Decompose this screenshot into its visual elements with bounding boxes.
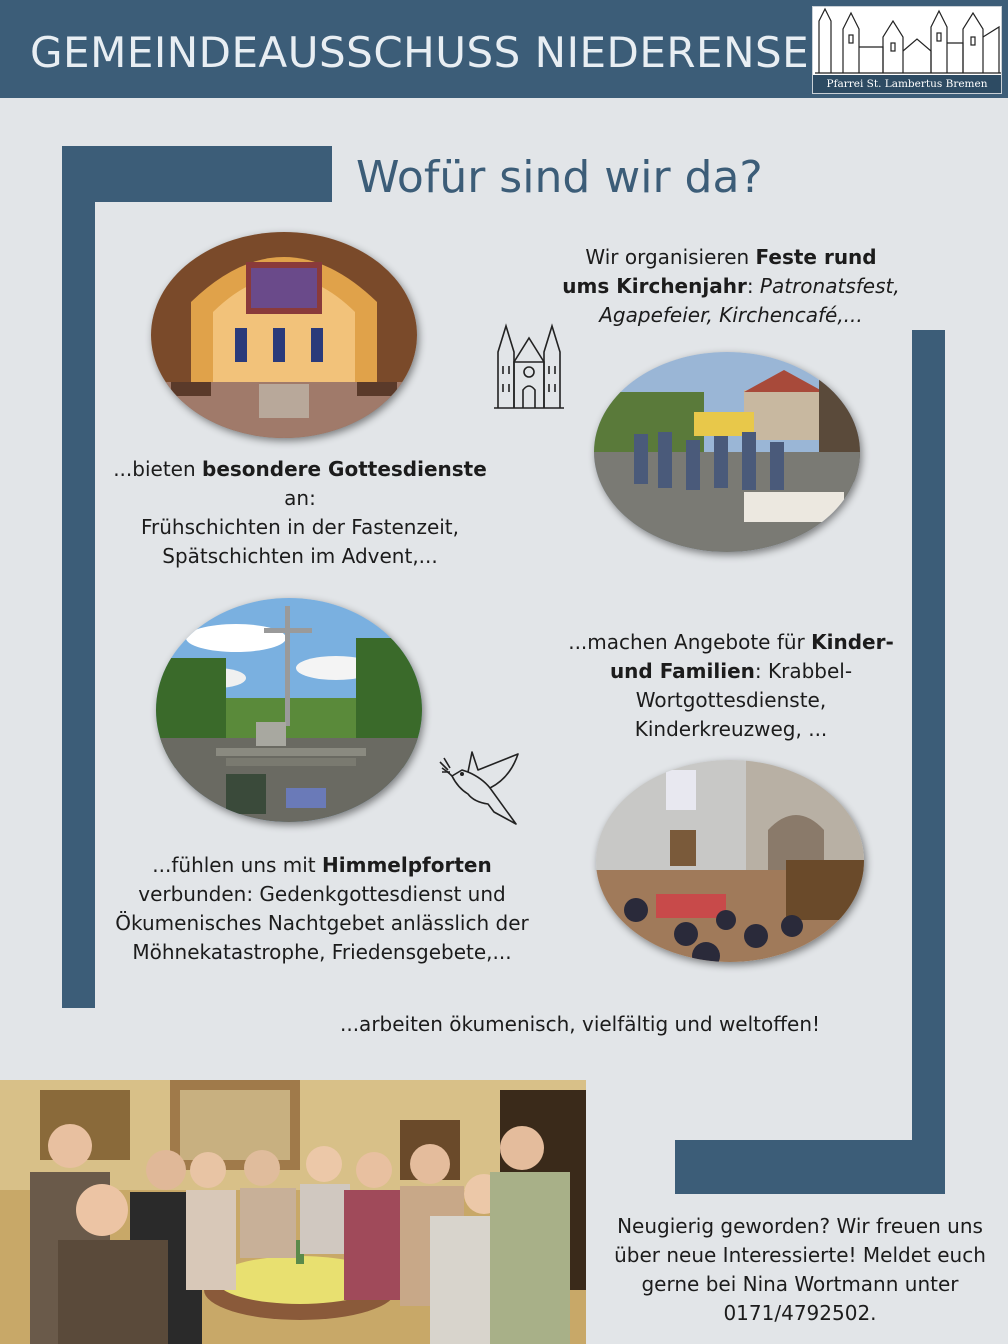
frame-left [62, 146, 95, 1008]
feste-pre: Wir organisieren [585, 245, 756, 269]
contact-line3: gerne bei Nina Wortmann unter [641, 1272, 959, 1296]
contact-text [600, 1212, 1000, 1328]
contact-phone: 0171/4792502. [723, 1301, 877, 1325]
himmelpforten-text [97, 851, 547, 967]
church-interior-photo [151, 232, 417, 438]
himmelpforten-bold: Himmelpforten [322, 853, 492, 877]
gottesdienste-line3: Spätschichten im Advent,... [162, 544, 438, 568]
frame-bottom-right [675, 1140, 945, 1194]
feste-bold1: Feste rund [755, 245, 877, 269]
oekumenisch-text: ...arbeiten ökumenisch, vielfältig und weltoffen! [339, 1012, 821, 1036]
church-icon [492, 322, 566, 410]
gottesdienste-text [100, 455, 500, 571]
familien-bold2: und Familien [609, 659, 755, 683]
himmelpforten-line3: Ökumenisches Nachtgebet anlässlich der [115, 911, 529, 935]
familien-bold1: Kinder- [811, 630, 894, 654]
dove-icon [438, 748, 524, 830]
familien-line3: Wortgottesdienste, [635, 688, 827, 712]
page-title: GEMEINDEAUSSCHUSS NIEDERENSE [30, 28, 810, 77]
section-title: Wofür sind wir da? [356, 152, 763, 203]
gottesdienste-post: an: [284, 486, 316, 510]
himmelpforten-line4: Möhnekatastrophe, Friedensgebete,... [132, 940, 512, 964]
gottesdienste-line2: Frühschichten in der Fastenzeit, [140, 515, 460, 539]
feste-italic2: Agapefeier, Kirchencafé,... [599, 303, 863, 327]
contact-line2: über neue Interessierte! Meldet euch [614, 1243, 986, 1267]
logo-caption: Pfarrei St. Lambertus Bremen [813, 75, 1001, 93]
feste-text [556, 243, 906, 330]
frame-top-left [62, 146, 332, 202]
gottesdienste-pre: ...bieten [113, 457, 202, 481]
contact-line1: Neugierig geworden? Wir freuen uns [617, 1214, 983, 1238]
outdoor-cross-photo [156, 598, 422, 822]
church-children-photo [596, 760, 864, 962]
church-towers-logo-icon [813, 7, 1003, 77]
frame-right [912, 330, 945, 1194]
himmelpforten-line2: verbunden: Gedenkgottesdienst und [138, 882, 506, 906]
feste-colon: : [746, 274, 760, 298]
festival-photo [594, 352, 860, 552]
parish-logo [812, 6, 1002, 94]
gottesdienste-bold: besondere Gottesdienste [202, 457, 487, 481]
group-photo [0, 1080, 586, 1344]
familien-line4: Kinderkreuzweg, ... [634, 717, 828, 741]
familien-text [556, 628, 906, 744]
feste-bold2: ums Kirchenjahr [562, 274, 747, 298]
himmelpforten-pre: ...fühlen uns mit [152, 853, 323, 877]
feste-italic1: Patronatsfest, [759, 274, 900, 298]
header-banner [0, 0, 1008, 98]
familien-post: : Krabbel- [754, 659, 853, 683]
familien-pre: ...machen Angebote für [568, 630, 812, 654]
